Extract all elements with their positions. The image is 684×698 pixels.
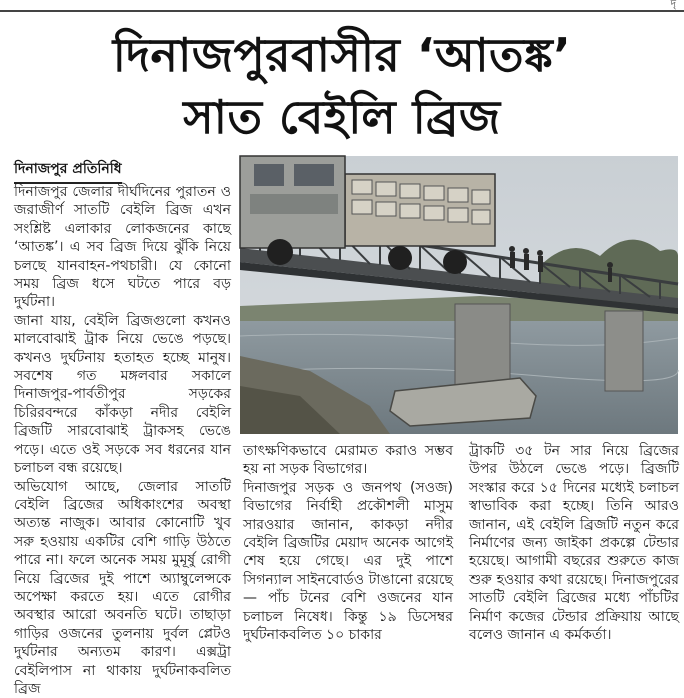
news-photo	[240, 156, 678, 434]
page-top-rule	[0, 0, 684, 12]
headline-line-1: দিনাজপুরবাসীর ‘আতঙ্ক’	[0, 24, 684, 86]
article-column-2	[243, 442, 453, 630]
page-ref-text: দৃ	[671, 0, 676, 14]
headline	[0, 24, 684, 148]
top-rule-line	[0, 10, 684, 12]
paragraph: দিনাজপুর জেলার দীর্ঘদিনের পুরাতন ও জরাজীর্ণ সাতটি বেইলি ব্রিজ এখন সংশ্লিষ্ট এলাকার লোকজনের কাছে ‘আতঙ্ক’। এ সব ব্রিজ দিয়ে ঝুঁকি নিয়ে চলছে যানবাহন-পথচারী। যে কোনো সময় ব্রিজ ধসে ঘটতে পারে বড় দুর্ঘটনা।	[14, 183, 231, 312]
paragraph: জানা যায়, বেইলি ব্রিজগুলো কখনও মালবোঝাই ট্রাক নিয়ে ভেঙে পড়ছে। কখনও দুর্ঘটনায় হতাহত হচ্ছে মানুষ। সবশেষ গত মঙ্গলবার সকালে দিনাজপুর-পার্বতীপুর সড়কের চিরিরবন্দরে কাঁকড়া নদীর বেইলি ব্রিজটি সারবোঝাই ট্রাকসহ ভেঙে পড়ে। এতে ওই সড়কে সব ধরনের যান চলাচল বন্ধ রয়েছে।	[14, 312, 231, 478]
headline-line-2: সাত বেইলি ব্রিজ	[0, 86, 684, 148]
bridge-photo-illustration	[240, 156, 678, 434]
paragraph: দিনাজপুর সড়ক ও জনপথ (সওজ) বিভাগের নির্বাহী প্রকৌশলী মাসুম সারওয়ার জানান, কাকড়া নদীর বেইলি ব্রিজটির মেয়াদ অনেক আগেই শেষ হয়ে গেছে। এর দুই পাশে সিগন্যাল সাইনবোর্ডও টাঙানো রয়েছে— পাঁচ টনের বেশি ওজনের যান চলাচল নিষেধ। কিন্তু ১৯ ডিসেম্বর দুর্ঘটনাকবলিত ১০ চাকার	[243, 479, 453, 645]
byline: দিনাজপুর প্রতিনিধি	[14, 157, 122, 184]
paragraph: ট্রাকটি ৩৫ টন সার নিয়ে ব্রিজের উপর উঠলে ভেঙে পড়ে। ব্রিজটি সংস্কার করে ১৫ দিনের মধ্যেই চলাচল স্বাভাবিক করা হচ্ছে। তিনি আরও জানান, এই বেইলি ব্রিজটি নতুন করে নির্মাণের জন্য জাইকা প্রকল্পে টেন্ডার হয়েছে। আগামী বছরের শুরুতে কাজ শুরু হওয়ার কথা রয়েছে। দিনাজপুরের সাতটি বেইলি ব্রিজের মধ্যে পাঁচটির নির্মাণ কজের টেন্ডার প্রক্রিয়ায় আছে বলেও জানান এ কর্মকর্তা।	[469, 442, 679, 644]
article-column-1	[14, 183, 231, 630]
paragraph: তাৎক্ষণিকভাবে মেরামত করাও সম্ভব হয় না সড়ক বিভাগের।	[243, 442, 453, 479]
article-column-3	[469, 442, 679, 630]
paragraph: অভিযোগ আছে, জেলার সাতটি বেইলি ব্রিজের অধিকাংশের অবস্থা অত্যন্ত নাজুক। আবার কোনোটি খুব সরু হওয়ায় একটির বেশি গাড়ি উঠতে পারে না। ফলে অনেক সময় মুমূর্ষু রোগী নিয়ে ব্রিজের দুই পাশে অ্যাম্বুলেন্সকে অপেক্ষা করতে হয়। এতে রোগীর অবস্থার আরো অবনতি ঘটে। তাছাড়া গাড়ির ওজনের তুলনায় দুর্বল প্লেটও দুর্ঘটনার অন্যতম কারণ। এক্সট্রা বেইলিপাস না থাকায় দুর্ঘটনাকবলিত ব্রিজ	[14, 478, 231, 698]
